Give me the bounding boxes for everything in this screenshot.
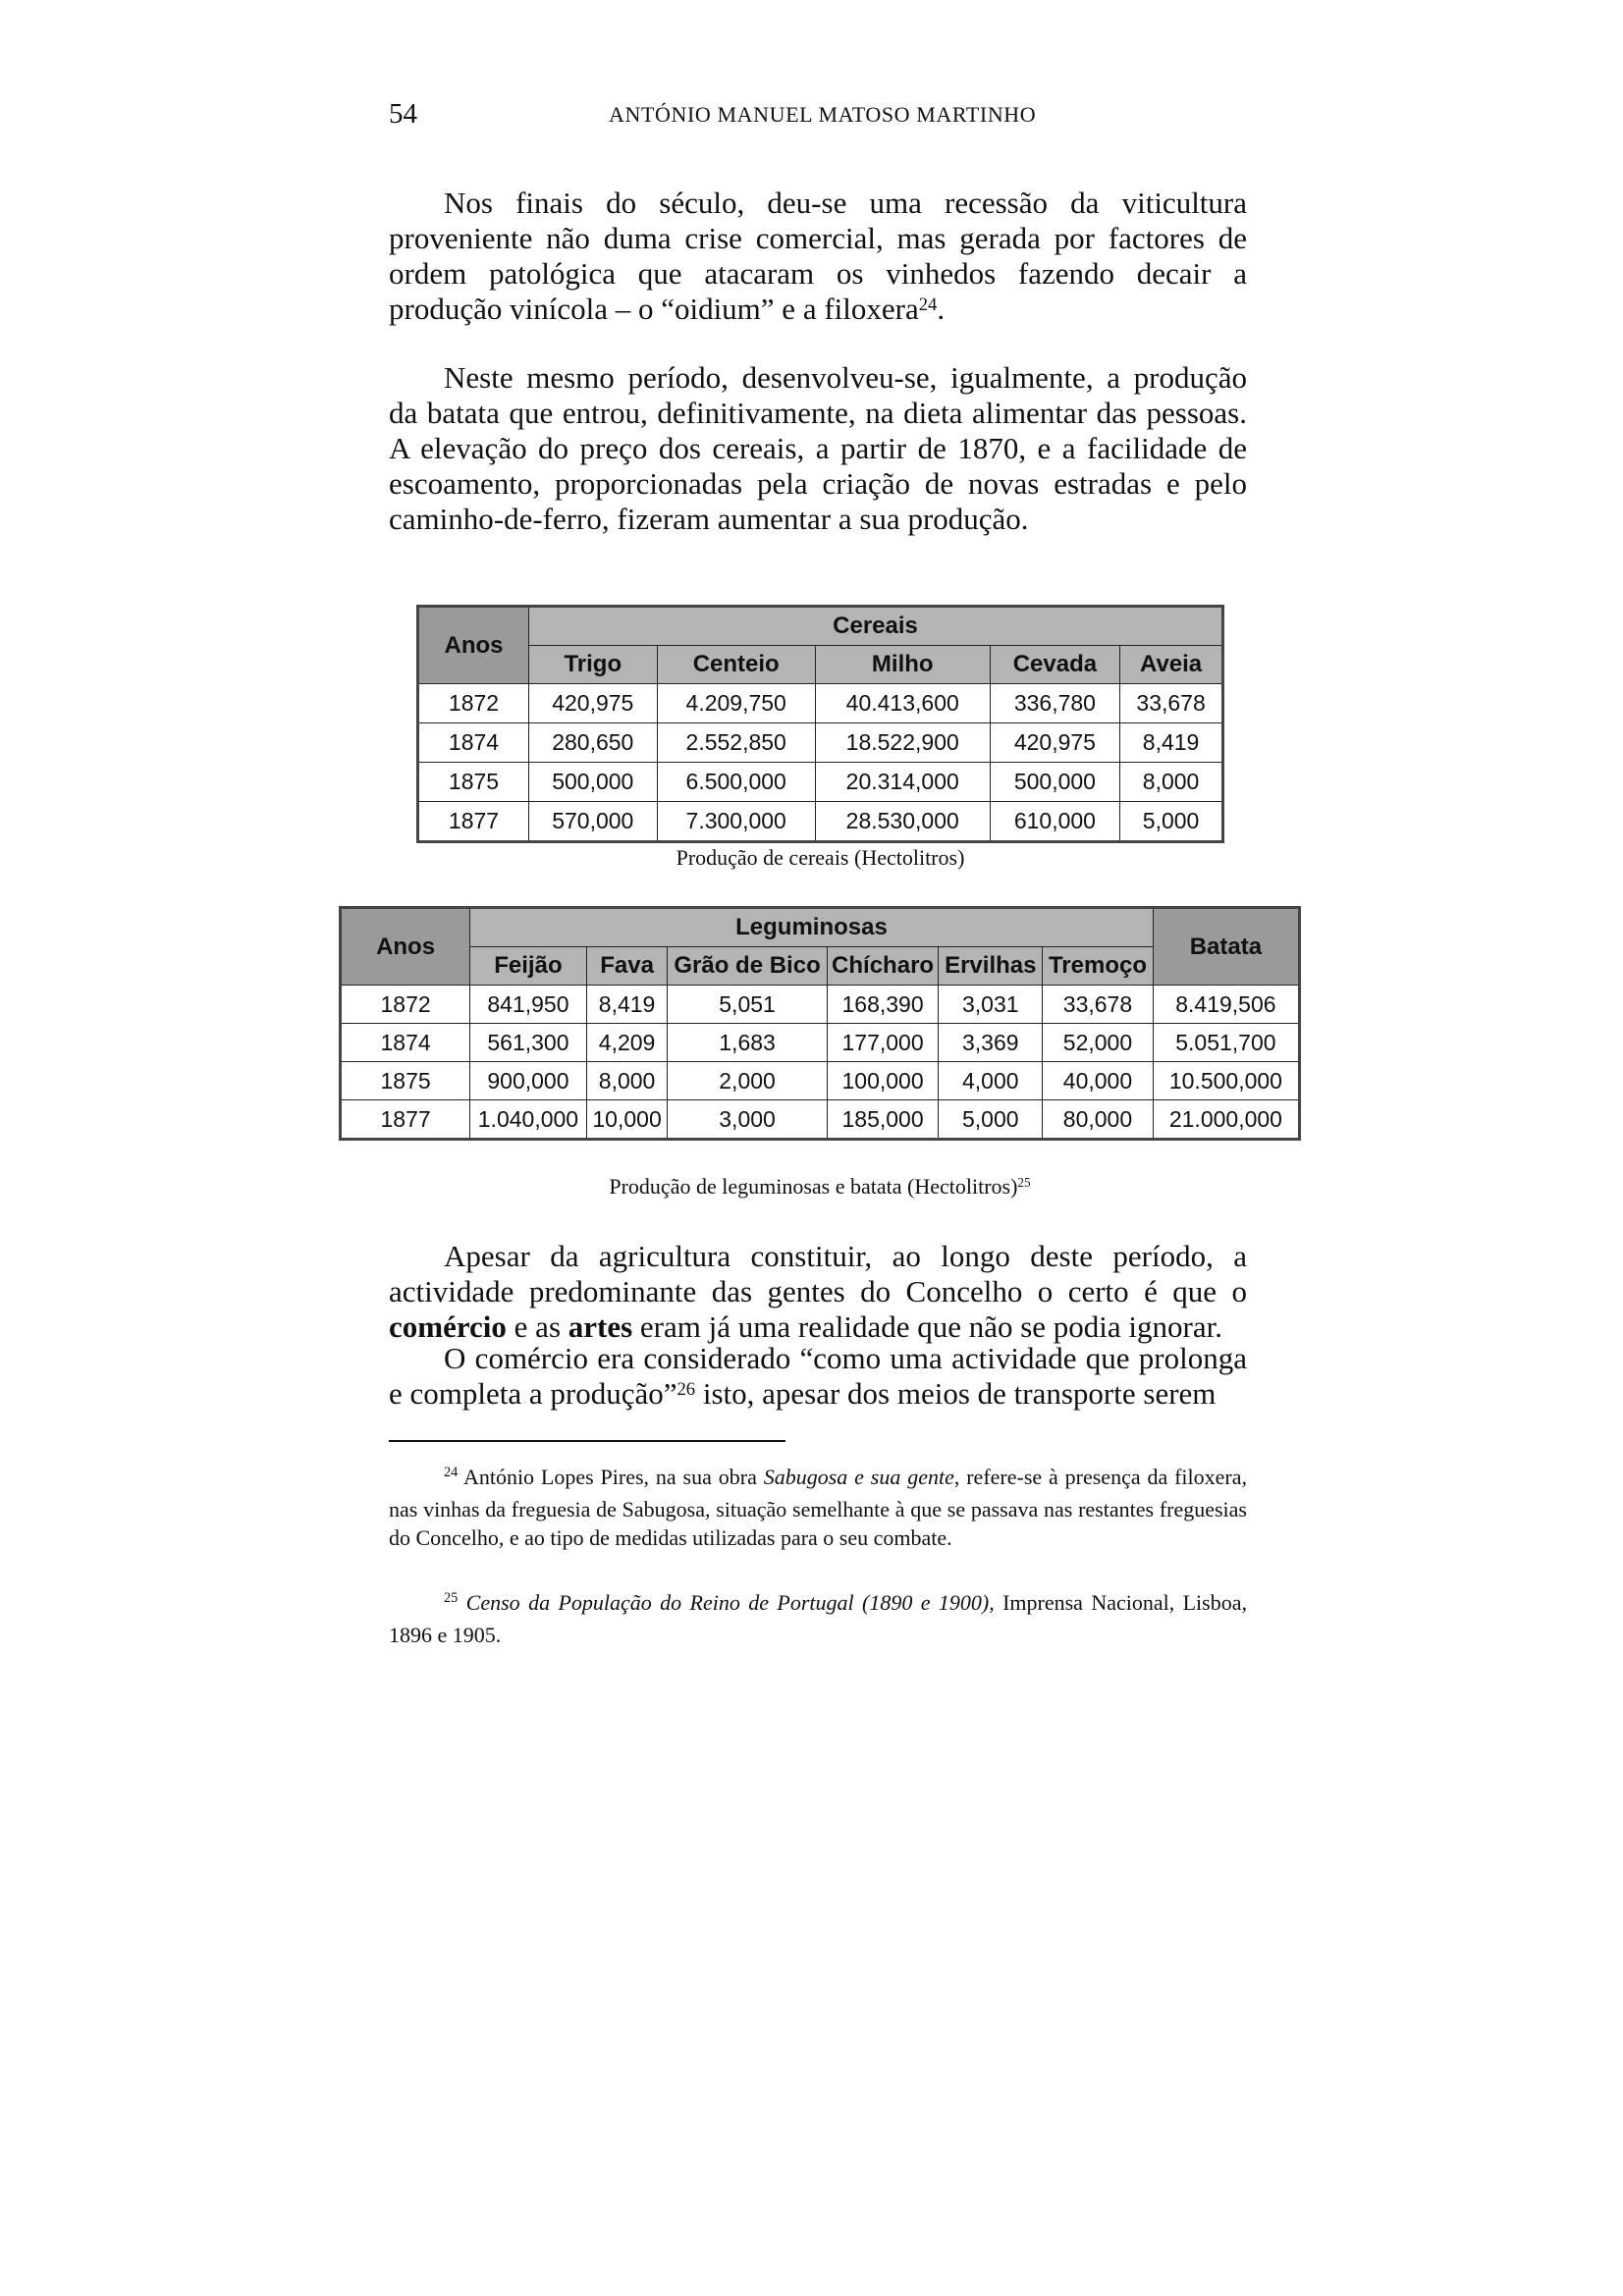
table-row [341,986,1300,1024]
table-cell: 4,209 [586,1024,668,1062]
table-cell: 3,000 [668,1100,827,1140]
footnote-separator [389,1440,785,1442]
paragraph-text: O comércio era considerado “como uma actividade que prolonga e completa a produção” [389,1341,1247,1411]
table-cell: 900,000 [470,1062,587,1100]
paragraph-text: eram já uma realidade que não se podia ignorar. [632,1309,1222,1344]
table-cell: 6.500,000 [657,763,815,802]
table-row [418,684,1223,723]
col-header: Feijão [470,947,587,986]
col-header: Fava [586,947,668,986]
footnote-title: Censo da População do Reino de Portugal (1890 e 1900), [458,1590,995,1615]
table-cell: 185,000 [827,1100,939,1140]
table-cell: 1872 [341,986,470,1024]
caption-text: Produção de leguminosas e batata (Hectolitros) [609,1174,1018,1199]
paragraph-comercio [389,1341,1247,1412]
group-header-leguminosas: Leguminosas [470,908,1154,947]
col-header: Grão de Bico [668,947,827,986]
table-cell: 33,678 [1120,684,1223,723]
paragraph-batata: Neste mesmo período, desenvolveu-se, igualmente, a produção da batata que entrou, definitivamente, na dieta alimentar das pessoas. A elevação do preço dos cereais, a partir de 1870, e a facilidade de escoamento, proporcionadas pela criação de novas estradas e pelo caminho-de-ferro, fizeram aumentar a sua produção. [389,360,1247,536]
footnote-number: 24 [444,1465,459,1481]
col-header: Cevada [990,646,1120,684]
table-cell: 610,000 [990,802,1120,842]
table-cell: 500,000 [529,763,658,802]
col-header: Aveia [1120,646,1223,684]
paragraph-text: isto, apesar dos meios de transporte serem [695,1376,1217,1411]
table-cell: 8.419,506 [1153,986,1299,1024]
table-cell: 570,000 [529,802,658,842]
paragraph-text: Apesar da agricultura constituir, ao longo deste período, a actividade predominante das gentes do Concelho o certo é que o [389,1239,1247,1308]
cereais-table [416,605,1224,843]
table-cell: 7.300,000 [657,802,815,842]
footnote-ref-25: 25 [1017,1175,1031,1191]
group-header-cereais: Cereais [529,607,1223,646]
col-header: Ervilhas [939,947,1043,986]
col-header-anos: Anos [418,607,529,684]
table-cell: 1874 [341,1024,470,1062]
cereais-caption: Produção de cereais (Hectolitros) [676,845,965,870]
table-row [341,1100,1300,1140]
table-cell: 5,000 [1120,802,1223,842]
table-cell: 4,000 [939,1062,1043,1100]
table-cell: 28.530,000 [815,802,990,842]
paragraph-agricultura [389,1239,1247,1345]
table-cell: 8,419 [586,986,668,1024]
footnote-text: Imprensa Nacional, Lisboa, 1896 e 1905. [389,1590,1247,1647]
table-cell: 1877 [341,1100,470,1140]
table-cell: 21.000,000 [1153,1100,1299,1140]
paragraph-text: Nos finais do século, deu-se uma recessão da viticultura proveniente não duma crise comercial, mas gerada por factores de ordem patológica que atacaram os vinhedos fazendo decair a produção vinícola – o “oidium” e a filoxera [389,186,1247,326]
table-cell: 18.522,900 [815,723,990,763]
table-cell: 80,000 [1043,1100,1154,1140]
table-cell: 8,000 [586,1062,668,1100]
table-cell: 1.040,000 [470,1100,587,1140]
table-cell: 336,780 [990,684,1120,723]
table-cell: 5,000 [939,1100,1043,1140]
col-header-batata: Batata [1153,908,1299,986]
table-cell: 168,390 [827,986,939,1024]
col-header: Centeio [657,646,815,684]
table-cell: 2,000 [668,1062,827,1100]
table-cell: 561,300 [470,1024,587,1062]
paragraph-end: . [937,292,946,326]
running-title: ANTÓNIO MANUEL MATOSO MARTINHO [609,102,1037,127]
table-row [418,763,1223,802]
table-cell: 3,031 [939,986,1043,1024]
footnote-ref-26: 26 [676,1378,696,1400]
table-cell: 1,683 [668,1024,827,1062]
table-cell: 177,000 [827,1024,939,1062]
table-cell: 500,000 [990,763,1120,802]
leguminosas-table [339,906,1301,1141]
table-cell: 420,975 [529,684,658,723]
footnote-24 [389,1463,1247,1552]
table-cell: 20.314,000 [815,763,990,802]
paragraph-viticulture [389,186,1247,327]
table-cell: 841,950 [470,986,587,1024]
table-cell: 1875 [341,1062,470,1100]
table-cell: 1872 [418,684,529,723]
table-cell: 40,000 [1043,1062,1154,1100]
table-row [341,1024,1300,1062]
table-cell: 40.413,600 [815,684,990,723]
table-cell: 8,419 [1120,723,1223,763]
footnote-text: António Lopes Pires, na sua obra [458,1465,764,1489]
table-cell: 5.051,700 [1153,1024,1299,1062]
page-number: 54 [389,98,417,130]
table-cell: 52,000 [1043,1024,1154,1062]
col-header: Chícharo [827,947,939,986]
table-row [418,802,1223,842]
footnote-ref-24: 24 [918,294,938,315]
table-cell: 33,678 [1043,986,1154,1024]
table-cell: 2.552,850 [657,723,815,763]
footnote-title: Sabugosa e sua gente [763,1465,954,1489]
table-row [418,723,1223,763]
leguminosas-caption [339,1174,1301,1200]
footnote-text: , refere-se à presença da filoxera, nas vinhas da freguesia de Sabugosa, situação semelhante à que se passava nas restantes freguesias do Concelho, e ao tipo de medidas utilizadas para o seu combate. [389,1465,1247,1550]
footnote-number: 25 [444,1590,459,1607]
table-cell: 1874 [418,723,529,763]
table-cell: 8,000 [1120,763,1223,802]
table-cell: 10,000 [586,1100,668,1140]
table-cell: 100,000 [827,1062,939,1100]
footnote-25 [389,1588,1247,1649]
paragraph-text: e as [506,1309,568,1344]
table-cell: 10.500,000 [1153,1062,1299,1100]
col-header: Milho [815,646,990,684]
table-cell: 1877 [418,802,529,842]
bold-term-artes: artes [568,1309,633,1344]
col-header: Trigo [529,646,658,684]
table-cell: 280,650 [529,723,658,763]
col-header: Tremoço [1043,947,1154,986]
bold-term-comercio: comércio [389,1309,507,1344]
table-cell: 3,369 [939,1024,1043,1062]
table-cell: 5,051 [668,986,827,1024]
col-header-anos: Anos [341,908,470,986]
table-cell: 1875 [418,763,529,802]
table-cell: 4.209,750 [657,684,815,723]
table-row [341,1062,1300,1100]
table-cell: 420,975 [990,723,1120,763]
